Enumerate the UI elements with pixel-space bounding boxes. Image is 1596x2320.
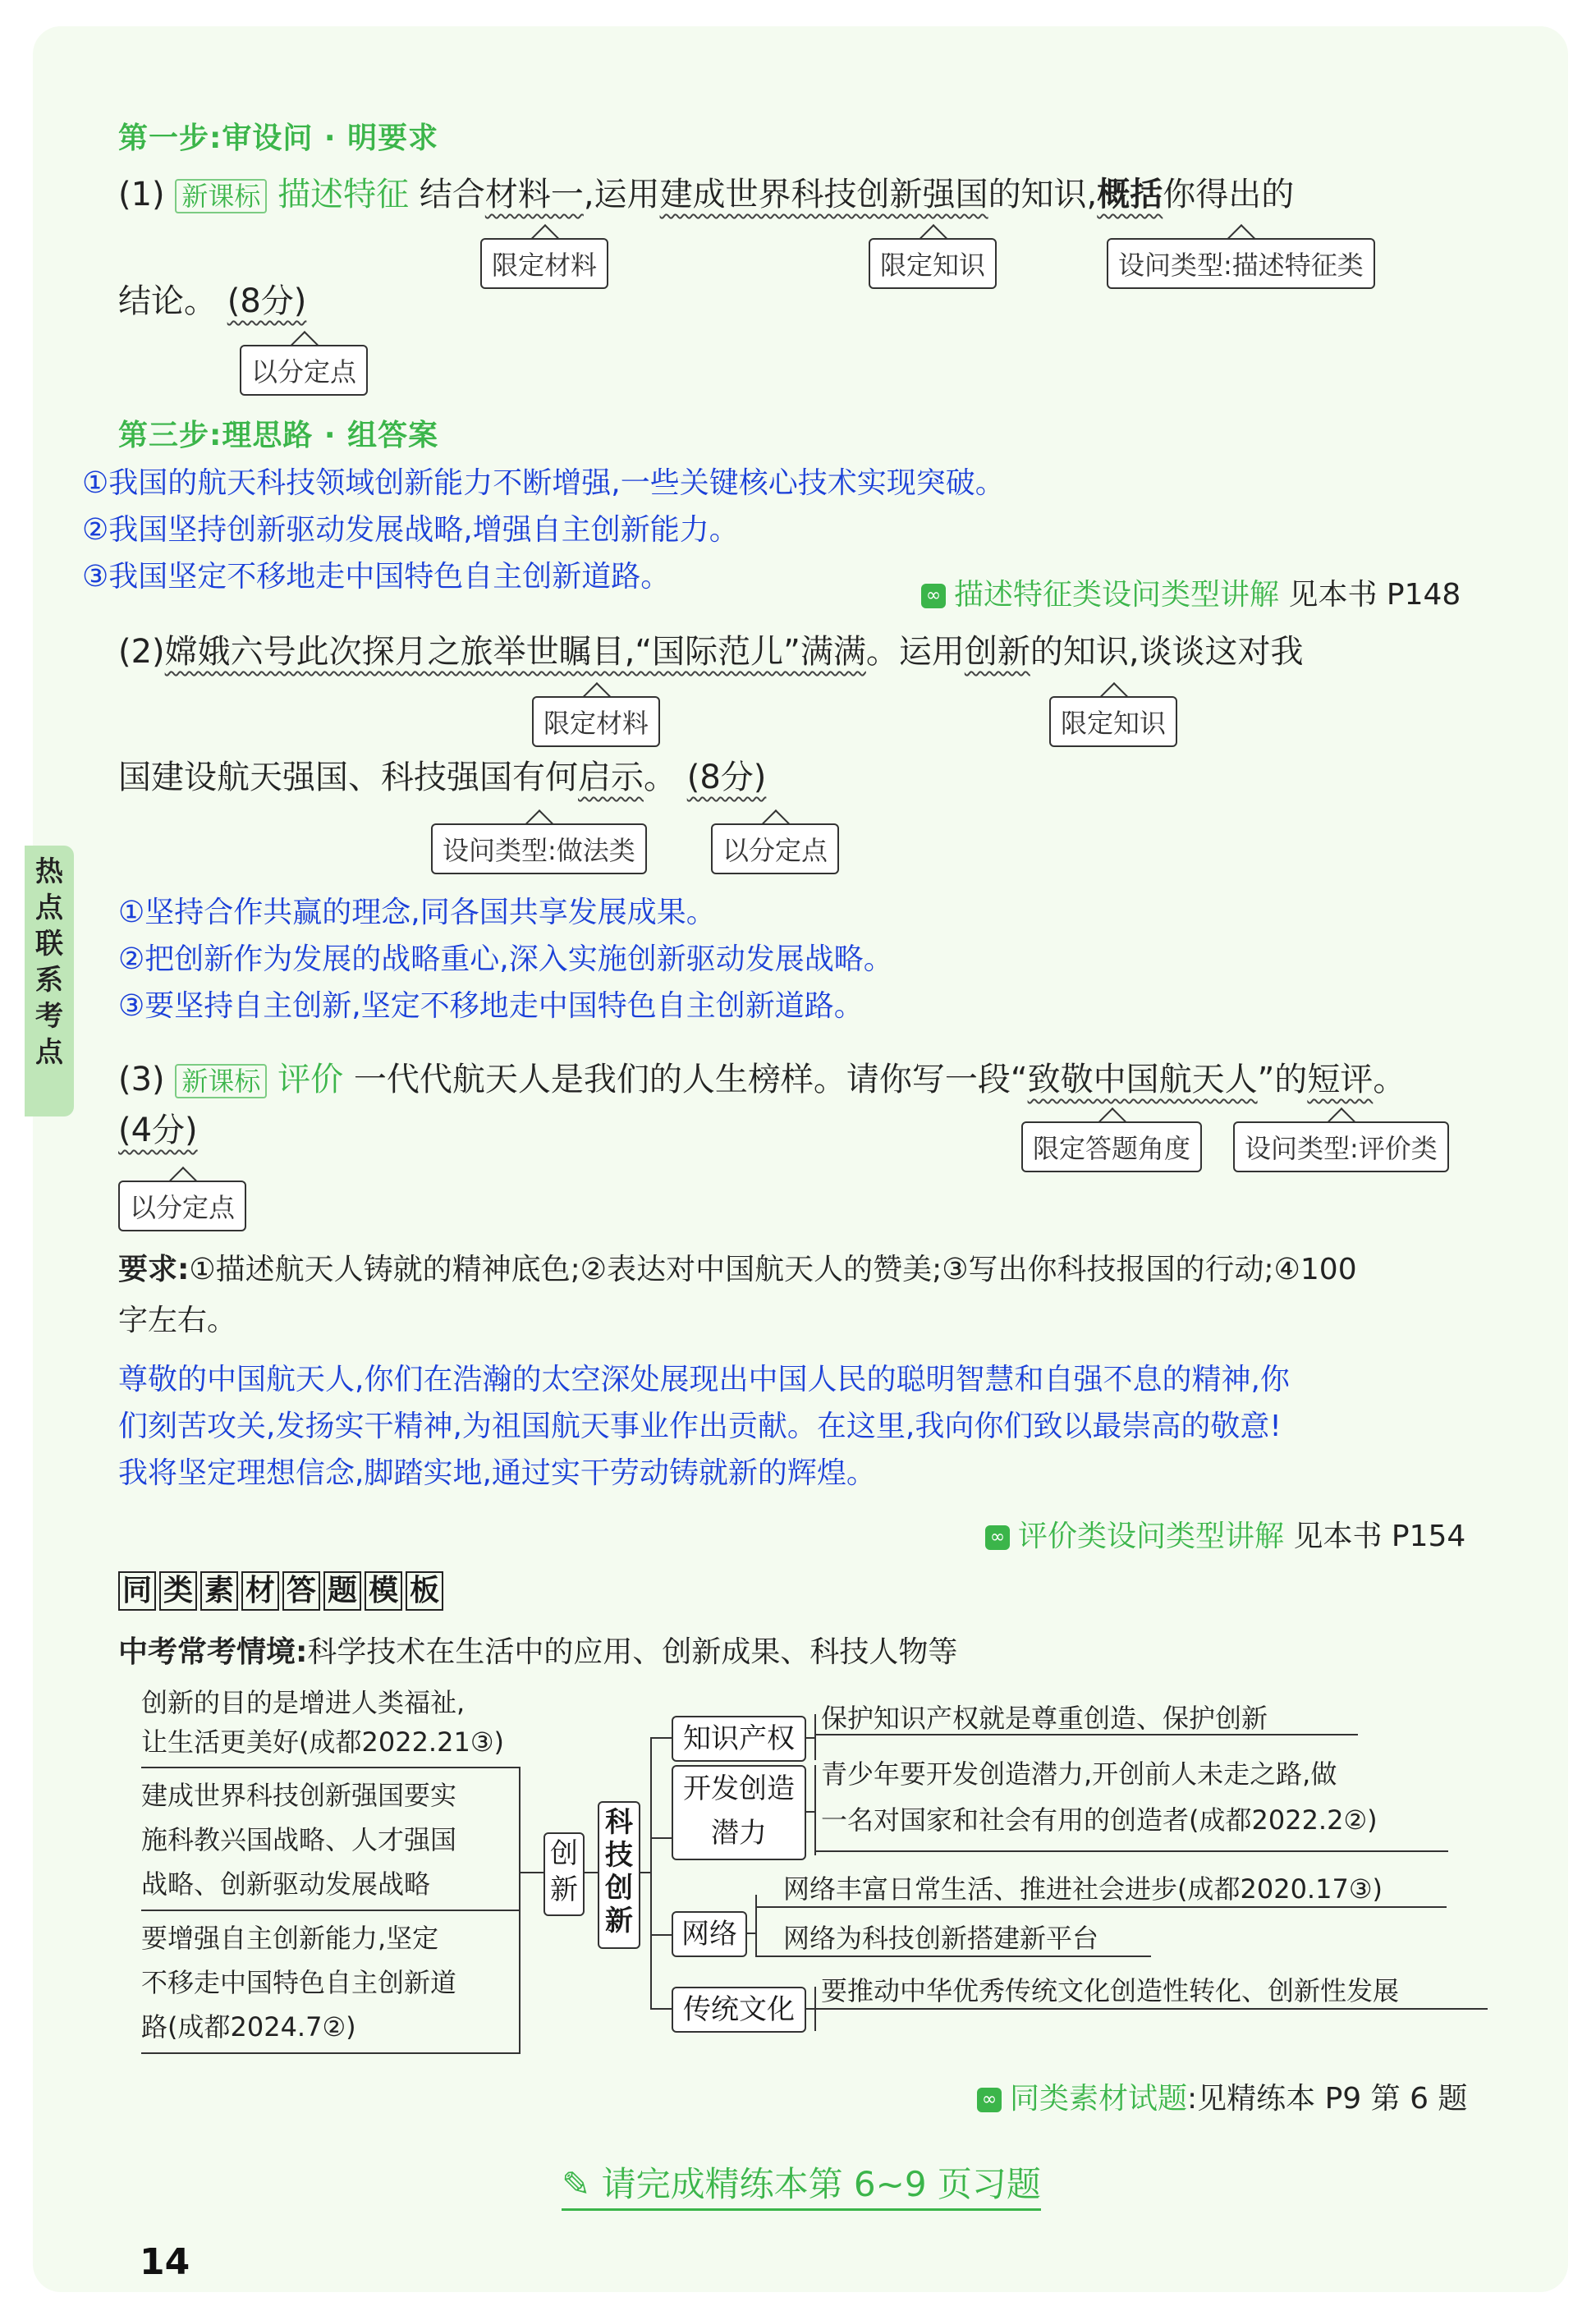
q1-text: 你得出的 bbox=[1163, 176, 1295, 213]
link-icon: ∞ bbox=[977, 2088, 1002, 2112]
answer-2-line: ①坚持合作共赢的理念,同各国共享发展成果。 bbox=[118, 896, 716, 929]
branch-network-item: 网络丰富日常生活、推进社会进步(成都2020.17③) bbox=[783, 1873, 1383, 1905]
underline bbox=[816, 1850, 1448, 1852]
q2-knowledge: 创新 bbox=[964, 633, 1030, 671]
q3-box-score: 以分定点 bbox=[118, 1181, 246, 1231]
branch-create-text: 开发创造潜力 bbox=[683, 1772, 795, 1850]
template-title-char: 素 bbox=[200, 1571, 238, 1611]
answer-3-line: 尊敬的中国航天人,你们在浩瀚的太空深处展现出中国人民的聪明智慧和自强不息的精神,你 bbox=[118, 1363, 1290, 1396]
q3-text: ”的 bbox=[1257, 1061, 1308, 1098]
side-tab-char: 系 bbox=[35, 964, 63, 997]
connector bbox=[650, 2008, 672, 2010]
answer-2-line: ②把创新作为发展的战略重心,深入实施创新驱动发展战略。 bbox=[118, 942, 893, 976]
ref-3-label: 同类素材试题 bbox=[1010, 2082, 1188, 2116]
template-title-char: 模 bbox=[365, 1571, 402, 1611]
divider bbox=[141, 2052, 519, 2054]
step1-heading: 第一步:审设问 · 明要求 bbox=[118, 122, 439, 155]
divider bbox=[141, 1910, 519, 1911]
q2-box-knowledge: 限定知识 bbox=[1049, 696, 1177, 747]
question-2-cont bbox=[118, 751, 766, 798]
template-title-char: 答 bbox=[282, 1571, 320, 1611]
connector bbox=[814, 1765, 816, 1855]
q2-number: (2) bbox=[118, 633, 165, 671]
branch-create bbox=[672, 1765, 806, 1860]
q2-text: 的知识,谈谈这对我 bbox=[1030, 633, 1304, 671]
q1-text: 结合 bbox=[419, 176, 485, 213]
question-3 bbox=[118, 1053, 1406, 1100]
ref-2-text: 见本书 P154 bbox=[1293, 1520, 1466, 1553]
q1-number: (1) bbox=[118, 176, 165, 213]
q3-text: 。 bbox=[1373, 1061, 1406, 1098]
q1-box-type: 设问类型:描述特征类 bbox=[1107, 238, 1375, 289]
answer-1-line: ②我国坚持创新驱动发展战略,增强自主创新能力。 bbox=[82, 513, 739, 547]
scene-label: 中考常考情境: bbox=[118, 1635, 308, 1669]
underline bbox=[816, 2008, 1488, 2010]
q1-score: (8分) bbox=[227, 282, 307, 320]
req-label: 要求: bbox=[118, 1253, 190, 1286]
mindmap-left-line: 不移走中国特色自主创新道 bbox=[141, 1967, 457, 1998]
side-tab-char: 点 bbox=[35, 1036, 63, 1069]
q3-key: 短评 bbox=[1307, 1061, 1374, 1098]
q2-text: 。 bbox=[644, 759, 676, 796]
template-title-char: 材 bbox=[241, 1571, 279, 1611]
mindmap-center-1 bbox=[543, 1832, 585, 1916]
scene-text: 科学技术在生活中的应用、创新成果、科技人物等 bbox=[307, 1635, 958, 1669]
mindmap-left-line: 要增强自主创新能力,坚定 bbox=[141, 1923, 439, 1954]
q2-text: 国建设航天强国、科技强国有何 bbox=[118, 759, 578, 796]
connector bbox=[521, 1872, 543, 1873]
side-tab-char: 考 bbox=[35, 1000, 63, 1033]
q3-score bbox=[118, 1104, 198, 1151]
q3-angle: 致敬中国航天人 bbox=[1027, 1061, 1258, 1098]
underline bbox=[816, 1734, 1358, 1735]
connector bbox=[639, 1872, 650, 1873]
branch-culture: 传统文化 bbox=[672, 1987, 806, 2033]
mindmap-left-line: 战略、创新驱动发展战略 bbox=[141, 1868, 431, 1900]
link-icon: ∞ bbox=[921, 584, 946, 608]
center-1-text: 创新 bbox=[550, 1837, 578, 1906]
branch-create-item: 一名对国家和社会有用的创造者(成都2022.2②) bbox=[821, 1804, 1378, 1836]
connector bbox=[650, 1737, 652, 2008]
connector bbox=[805, 2008, 814, 2010]
connector bbox=[583, 1872, 598, 1873]
step3-heading: 第三步:理思路 · 组答案 bbox=[118, 419, 439, 452]
pen-icon: ✎ bbox=[562, 2164, 591, 2204]
question-2 bbox=[118, 626, 1304, 672]
template-title-char: 类 bbox=[159, 1571, 197, 1611]
ref-link-1[interactable] bbox=[921, 571, 1461, 613]
mindmap-left-line: 让生活更美好(成都2022.21③) bbox=[141, 1726, 504, 1758]
page-number: 14 bbox=[140, 2241, 190, 2283]
q1-text: 结论。 bbox=[118, 282, 217, 320]
branch-ip-item: 保护知识产权就是尊重创造、保护创新 bbox=[821, 1703, 1268, 1734]
q1-type: 描述特征 bbox=[277, 176, 410, 213]
q3-box-type: 设问类型:评价类 bbox=[1233, 1121, 1449, 1172]
q2-text: 。运用 bbox=[865, 633, 965, 671]
q1-knowledge: 建成世界科技创新强国 bbox=[659, 176, 988, 213]
divider bbox=[141, 1767, 519, 1768]
answer-1-line: ③我国坚定不移地走中国特色自主创新道路。 bbox=[82, 560, 671, 594]
branch-create-item: 青少年要开发创造潜力,开创前人未走之路,做 bbox=[821, 1758, 1337, 1790]
q1-material: 材料一 bbox=[484, 176, 584, 213]
branch-network: 网络 bbox=[672, 1911, 747, 1957]
q1-box-material: 限定材料 bbox=[480, 238, 608, 289]
side-tab-char: 联 bbox=[35, 928, 63, 961]
underline bbox=[757, 1955, 1151, 1957]
template-title-char: 题 bbox=[323, 1571, 361, 1611]
q3-score-text: (4分) bbox=[118, 1112, 198, 1149]
template-title-char: 板 bbox=[406, 1571, 443, 1611]
q3-tag: 新课标 bbox=[175, 1064, 267, 1098]
branch-culture-item: 要推动中华优秀传统文化创造性转化、创新性发展 bbox=[821, 1975, 1400, 2006]
q2-box-type: 设问类型:做法类 bbox=[431, 823, 647, 874]
template-title bbox=[118, 1571, 447, 1611]
q3-number: (3) bbox=[118, 1061, 165, 1098]
underline bbox=[757, 1906, 1447, 1908]
requirements bbox=[118, 1246, 1357, 1288]
answer-1-line: ①我国的航天科技领域创新能力不断增强,一些关键核心技术实现突破。 bbox=[82, 466, 1005, 500]
ref-3-text: :见精练本 P9 第 6 题 bbox=[1187, 2082, 1468, 2116]
q2-box-material: 限定材料 bbox=[532, 696, 660, 747]
q1-box-score: 以分定点 bbox=[240, 345, 368, 396]
mindmap-left-line: 路(成都2024.7②) bbox=[141, 2011, 356, 2043]
side-tab bbox=[25, 846, 74, 1116]
branch-network-item: 网络为科技创新搭建新平台 bbox=[783, 1923, 1099, 1954]
mindmap-left-line: 建成世界科技创新强国要实 bbox=[141, 1780, 457, 1811]
side-tab-char: 热 bbox=[35, 855, 63, 888]
answer-3-line: 们刻苦攻关,发扬实干精神,为祖国航天事业作出贡献。在这里,我向你们致以最崇高的敬意! bbox=[118, 1410, 1282, 1443]
mindmap-center-2 bbox=[598, 1801, 640, 1949]
template-title-char: 同 bbox=[118, 1571, 156, 1611]
ref-1-label: 描述特征类设问类型讲解 bbox=[954, 578, 1280, 612]
q3-type: 评价 bbox=[277, 1061, 344, 1098]
mindmap-left-block bbox=[141, 1916, 456, 2049]
mindmap-left-line: 创新的目的是增进人类福祉, bbox=[141, 1687, 466, 1718]
branch-ip: 知识产权 bbox=[672, 1716, 806, 1762]
scene bbox=[118, 1629, 957, 1671]
ref-link-2[interactable] bbox=[985, 1513, 1465, 1555]
requirements-cont: 字左右。 bbox=[118, 1304, 237, 1337]
mindmap-left-line: 施科教兴国战略、人才强国 bbox=[141, 1824, 457, 1855]
connector bbox=[650, 1837, 672, 1839]
q1-tag: 新课标 bbox=[175, 179, 267, 213]
connector bbox=[650, 1934, 672, 1936]
connector bbox=[650, 1737, 672, 1739]
bottom-link-text: 请完成精练本第 6~9 页习题 bbox=[601, 2164, 1041, 2204]
q3-box-angle: 限定答题角度 bbox=[1021, 1121, 1202, 1172]
connector bbox=[814, 1714, 816, 1760]
question-1 bbox=[118, 168, 1294, 215]
side-tab-char: 点 bbox=[35, 892, 63, 924]
q3-text: 一代代航天人是我们的人生榜样。请你写一段“ bbox=[353, 1061, 1028, 1098]
link-icon: ∞ bbox=[985, 1525, 1010, 1550]
center-2-text: 科技创新 bbox=[605, 1806, 633, 1937]
ref-2-label: 评价类设问类型讲解 bbox=[1018, 1520, 1285, 1553]
q2-key: 启示 bbox=[578, 759, 644, 796]
q1-box-knowledge: 限定知识 bbox=[869, 238, 997, 289]
divider bbox=[519, 1767, 521, 2054]
req-line: ①描述航天人铸就的精神底色;②表达对中国航天人的赞美;③写出你科技报国的行动;④100 bbox=[189, 1253, 1357, 1286]
q2-score: (8分) bbox=[686, 759, 767, 796]
connector bbox=[805, 1737, 814, 1739]
answer-2-line: ③要坚持自主创新,坚定不移地走中国特色自主创新道路。 bbox=[118, 989, 864, 1023]
question-1-cont bbox=[118, 275, 306, 322]
mindmap-left-block bbox=[141, 1683, 504, 1762]
ref-link-3[interactable] bbox=[977, 2075, 1467, 2117]
q1-key: 概括 bbox=[1097, 176, 1163, 213]
q2-box-score: 以分定点 bbox=[711, 823, 839, 874]
q2-material: 嫦娥六号此次探月之旅举世瞩目,“国际范儿”满满 bbox=[164, 633, 866, 671]
connector bbox=[805, 1811, 814, 1813]
bottom-exercise-link[interactable] bbox=[562, 2157, 1041, 2211]
q1-text: 的知识, bbox=[988, 176, 1098, 213]
connector bbox=[755, 1895, 757, 1957]
ref-1-text: 见本书 P148 bbox=[1288, 578, 1461, 612]
mindmap-left-block bbox=[141, 1773, 456, 1906]
answer-3-line: 我将坚定理想信念,脚踏实地,通过实干劳动铸就新的辉煌。 bbox=[118, 1456, 876, 1490]
q1-text: ,运用 bbox=[583, 176, 660, 213]
connector bbox=[745, 1933, 755, 1934]
